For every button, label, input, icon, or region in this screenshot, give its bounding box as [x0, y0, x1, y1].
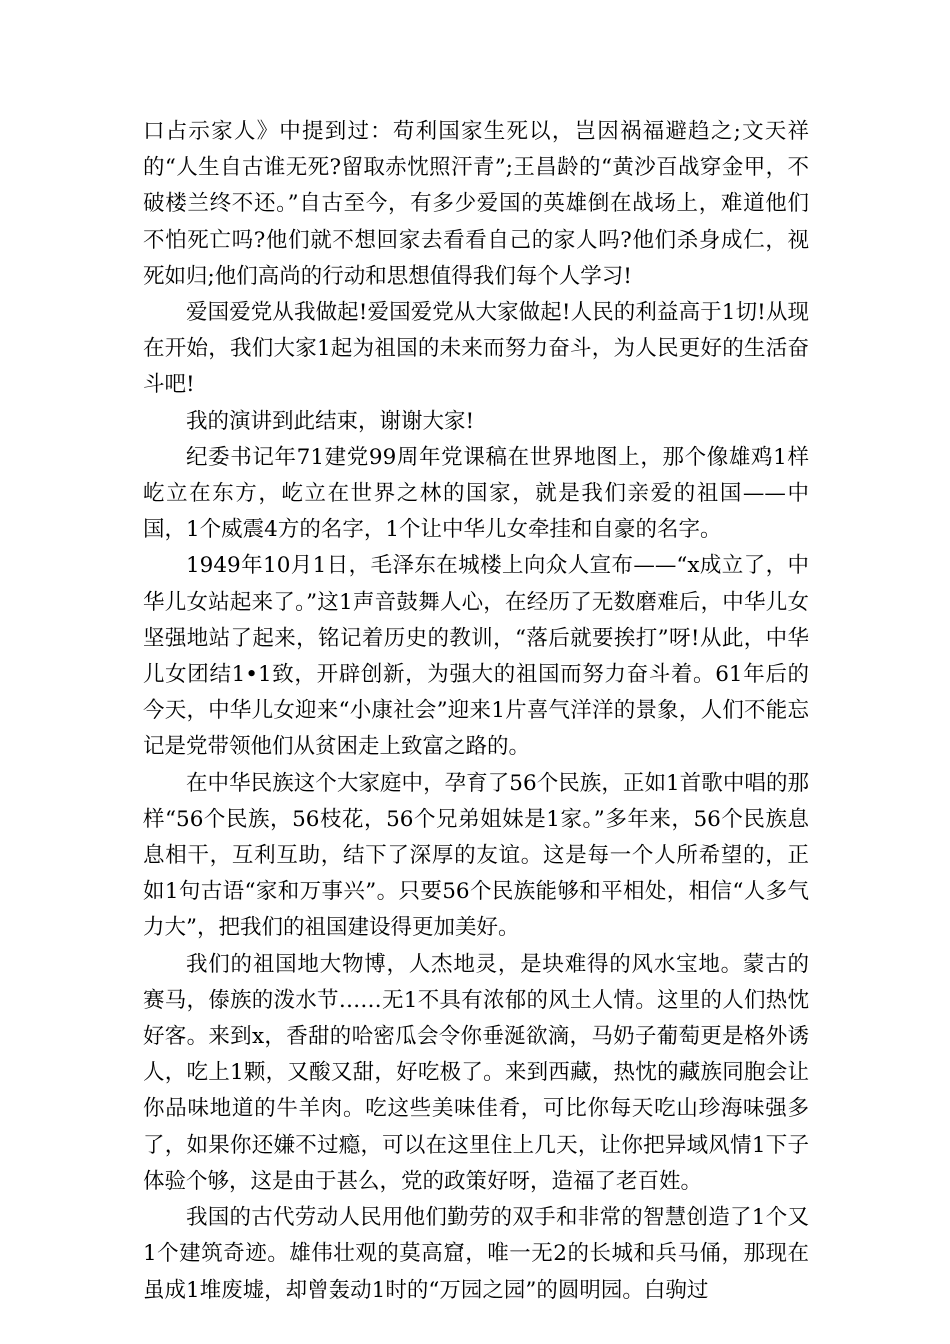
paragraph-continuation: 口占示家人》中提到过：苟利国家生死以，岂因祸福避趋之;文天祥的“人生自古谁无死?留取赤忱照汗青”;王昌龄的“黄沙百战穿金甲，不破楼兰终不还。”自古至今，有多少爱国的英雄倒在战场上，难道他们不怕死亡吗?他们就不想回家去看看自己的家人吗?他们杀身成仁，视死如归;他们高尚的行动和思想值得我们每个人学习!	[143, 119, 809, 289]
paragraph-closing: 我的演讲到此结束，谢谢大家!	[186, 408, 475, 434]
paragraph-world-map: 纪委书记年71建党99周年党课稿在世界地图上，那个像雄鸡1样屹立在东方，屹立在世界之林的国家，就是我们亲爱的祖国——中国，1个威震4方的名字，1个让中华儿女牵挂和自豪的名字。	[143, 444, 809, 543]
paragraph-ancient-architecture: 我国的古代劳动人民用他们勤劳的双手和非常的智慧创造了1个又1个建筑奇迹。雄伟壮观的莫高窟，唯一无2的长城和兵马俑，那现在虽成1堆废墟，却曾轰动1时的“万园之园”的圆明园。白驹过	[143, 1205, 809, 1303]
paragraph-vast-land: 我们的祖国地大物博，人杰地灵，是块难得的风水宝地。蒙古的赛马，傣族的泼水节……无1不具有浓郁的风土人情。这里的人们热忱好客。来到x，香甜的哈密瓜会令你垂涎欲滴，马奶子葡萄更是格外诱人，吃上1颗，又酸又甜，好吃极了。来到西藏，热忱的藏族同胞会让你品味地道的牛羊肉。吃这些美味佳肴，可比你每天吃山珍海味强多了，如果你还嫌不过瘾，可以在这里住上几天，让你把异域风情1下子体验个够，这是由于甚么，党的政策好呀，造福了老百姓。	[143, 951, 809, 1194]
paragraph-1949: 1949年10月1日，毛泽东在城楼上向众人宣布——“x成立了，中华儿女站起来了。”这1声音鼓舞人心，在经历了无数磨难后，中华儿女坚强地站了起来，铭记着历史的教训，“落后就要挨打”呀!从此，中华儿女团结1•1致，开辟创新，为强大的祖国而努力奋斗着。61年后的今天，中华儿女迎来“小康社会”迎来1片喜气洋洋的景象，人们不能忘记是党带领他们从贫困走上致富之路的。	[143, 553, 809, 760]
paragraph-patriotism: 爱国爱党从我做起!爱国爱党从大家做起!人民的利益高于1切!从现在开始，我们大家1起为祖国的未来而努力奋斗，为人民更好的生活奋斗吧!	[143, 300, 809, 398]
document-body	[143, 114, 809, 1309]
paragraph-56-ethnic-groups: 在中华民族这个大家庭中，孕育了56个民族，正如1首歌中唱的那样“56个民族，56枝花，56个兄弟姐妹是1家。”多年来，56个民族息息相干，互利互助，结下了深厚的友谊。这是每一个人所希望的，正如1句古语“家和万事兴”。只要56个民族能够和平相处，相信“人多气力大”，把我们的祖国建设得更加美好。	[143, 770, 809, 941]
